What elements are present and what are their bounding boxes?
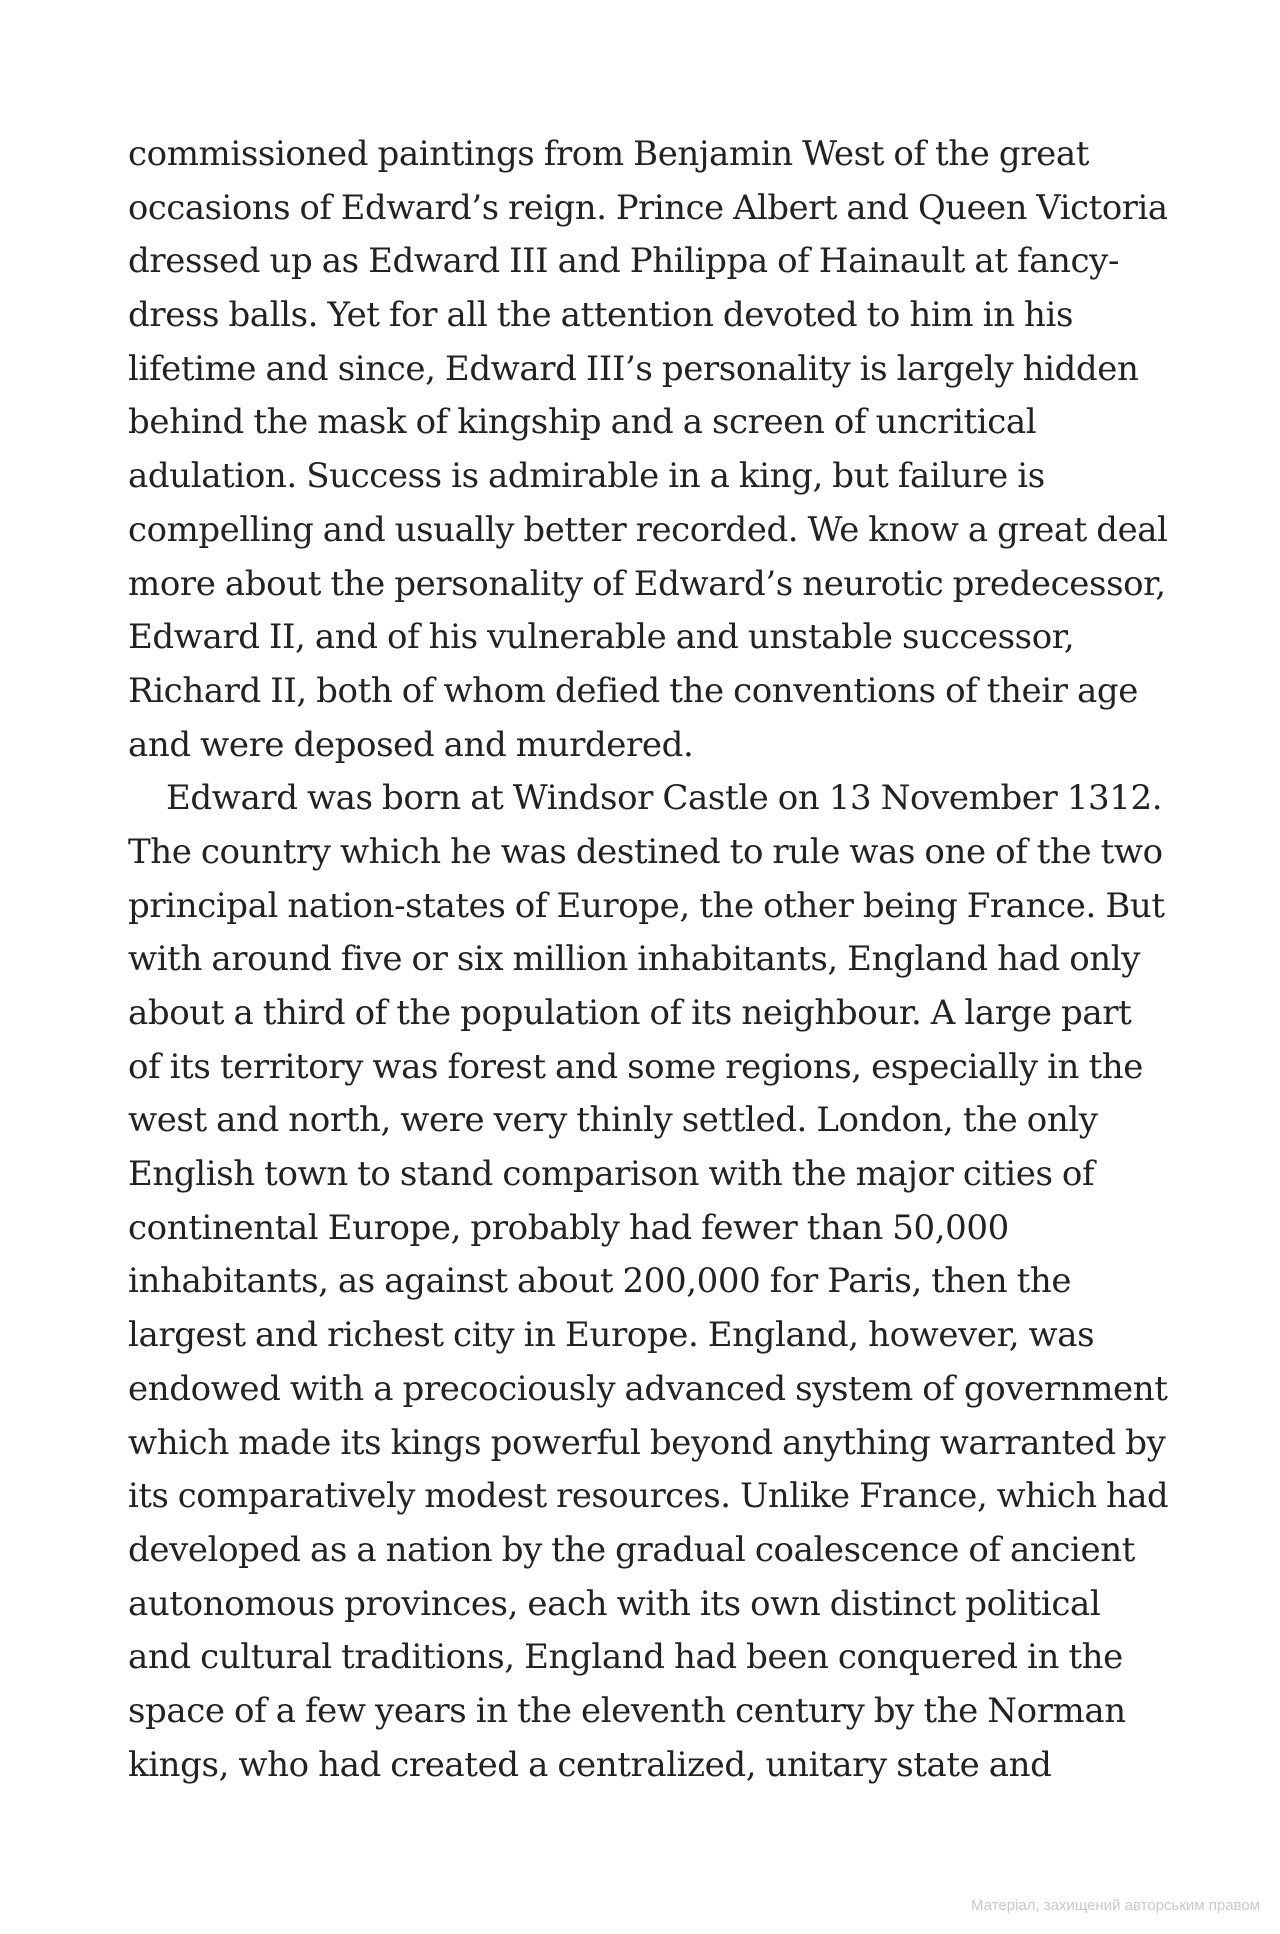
text-line: commissioned paintings from Benjamin West of the great — [128, 134, 1089, 174]
text-line: of its territory was forest and some regions, especially in the — [128, 1046, 1143, 1087]
text-line: autonomous provinces, each with its own distinct political — [128, 1583, 1101, 1624]
text-line: about a third of the population of its neighbour. A large part — [128, 993, 1132, 1033]
text-line: dressed up as Edward III and Philippa of Hainault at fancy- — [128, 241, 1120, 282]
text-line: inhabitants, as against about 200,000 for Paris, then the — [128, 1261, 1072, 1302]
text-line: adulation. Success is admirable in a king, but failure is — [128, 456, 1045, 497]
text-line: behind the mask of kingship and a screen of uncritical — [128, 402, 1037, 443]
text-line: and were deposed and murdered. — [128, 724, 694, 765]
text-line: largest and richest city in Europe. England, however, was — [128, 1315, 1095, 1356]
text-line: kings, who had created a centralized, unitary state and — [128, 1744, 1052, 1785]
text-line: lifetime and since, Edward III’s personality is largely hidden — [128, 348, 1139, 389]
text-line: its comparatively modest resources. Unlike France, which had — [128, 1476, 1169, 1517]
text-line: developed as a nation by the gradual coalescence of ancient — [128, 1529, 1135, 1570]
text-line: and cultural traditions, England had been conquered in the — [128, 1637, 1123, 1678]
text-line: which made its kings powerful beyond anything warranted by — [128, 1422, 1166, 1463]
text-line: compelling and usually better recorded. We know a great deal — [128, 509, 1168, 550]
text-line: Edward was born at Windsor Castle on 13 November 1312. — [166, 778, 1163, 819]
copyright-watermark: Матеріал, захищений авторським правом — [970, 1897, 1260, 1914]
text-line: continental Europe, probably had fewer than 50,000 — [128, 1207, 1009, 1248]
body-text — [128, 128, 1168, 1792]
text-line: with around five or six million inhabitants, England had only — [128, 939, 1141, 980]
text-line: dress balls. Yet for all the attention devoted to him in his — [128, 295, 1074, 336]
text-line: English town to stand comparison with the major cities of — [128, 1154, 1095, 1195]
paragraph-2 — [128, 772, 1168, 1792]
text-line: The country which he was destined to rule was one of the two — [128, 831, 1163, 872]
text-line: Richard II, both of whom defied the conventions of their age — [128, 670, 1138, 711]
text-line: endowed with a precociously advanced system of government — [128, 1368, 1168, 1409]
paragraph-1 — [128, 128, 1168, 772]
text-line: more about the personality of Edward’s neurotic predecessor, — [128, 563, 1166, 604]
text-line: space of a few years in the eleventh century by the Norman — [128, 1690, 1126, 1731]
text-line: west and north, were very thinly settled. London, the only — [128, 1100, 1098, 1141]
text-line: principal nation-states of Europe, the other being France. But — [128, 885, 1165, 926]
text-line: occasions of Edward’s reign. Prince Albert and Queen Victoria — [128, 187, 1168, 228]
text-line: Edward II, and of his vulnerable and unstable successor, — [128, 617, 1075, 658]
